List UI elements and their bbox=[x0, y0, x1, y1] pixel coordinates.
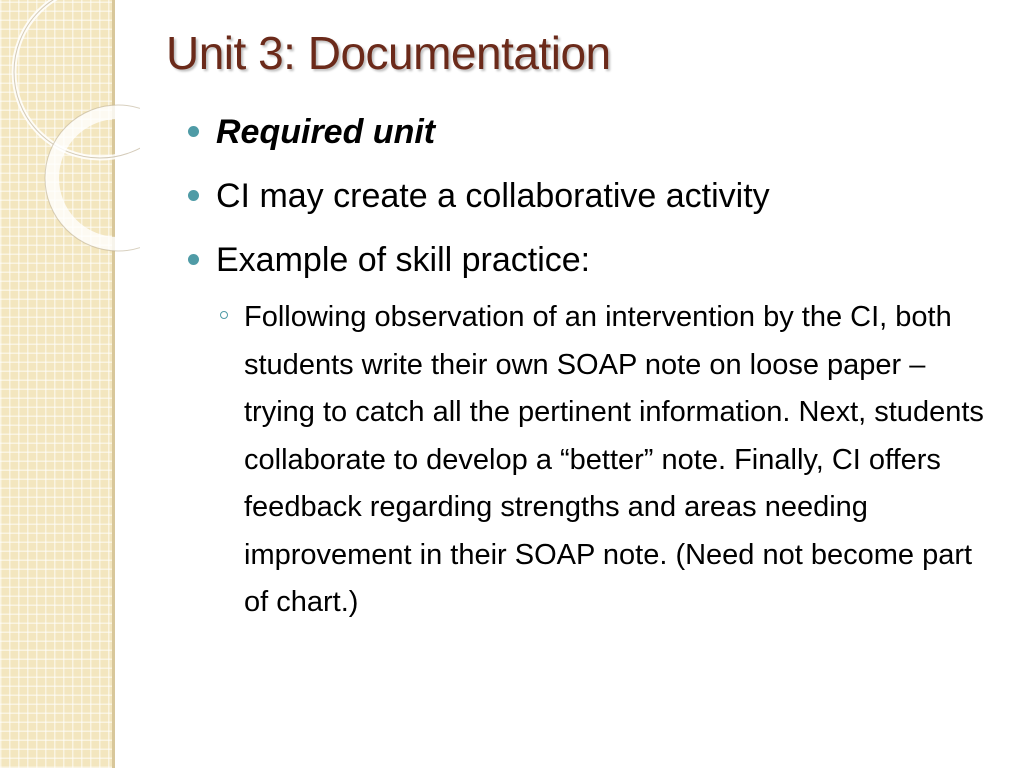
bullet-item bbox=[186, 112, 996, 152]
sub-bullet-item bbox=[244, 294, 996, 627]
bullet-text: Example of skill practice: bbox=[216, 241, 591, 279]
sub-bullet-text: Following observation of an intervention by the CI, both students write their own SOAP note on loose paper – trying to catch all the pertinent information. Next, students collaborate to develop a “better” note. Finally, CI offers feedback regarding strengths and areas needing improvement in their SOAP note. (Need not become part of chart.) bbox=[244, 301, 984, 618]
bullet-item bbox=[186, 240, 996, 280]
slide-content bbox=[186, 112, 996, 627]
decorative-side-panel bbox=[0, 0, 112, 768]
bullet-item bbox=[186, 176, 996, 216]
bullet-text: Required unit bbox=[216, 113, 436, 151]
hollow-bullet-icon bbox=[220, 311, 228, 319]
bullet-icon bbox=[188, 126, 199, 137]
bullet-icon bbox=[188, 254, 199, 265]
bullet-text: CI may create a collaborative activity bbox=[216, 177, 770, 215]
bullet-icon bbox=[188, 190, 199, 201]
side-panel-border bbox=[112, 0, 115, 768]
slide-title: Unit 3: Documentation bbox=[166, 27, 611, 79]
